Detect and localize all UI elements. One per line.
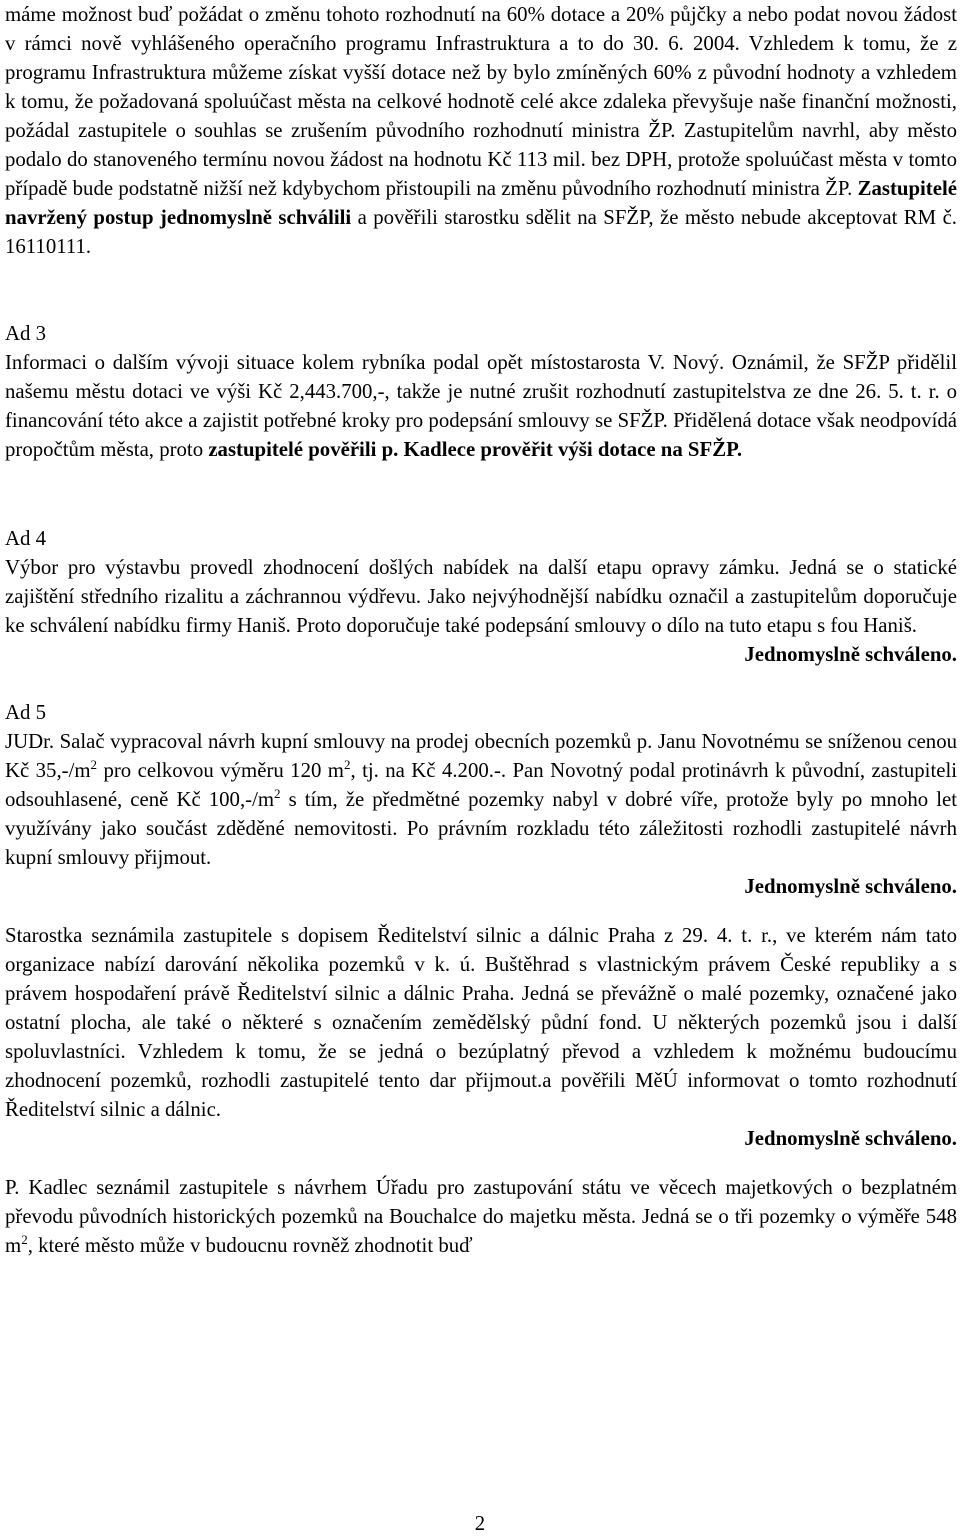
starostka-approved-text: Jednomyslně schváleno. xyxy=(744,1127,957,1150)
spacer xyxy=(5,901,957,921)
ad3-text: Informaci o dalším vývoji situace kolem rybníka podal opět místostarosta V. Nový. Oznámil, že SFŽP přidělil našemu městu dotaci ve výši Kč 2,443.700,-, takže je nutné zrušit rozhodnutí zastupitelstva ze dne 26. 5. t. r. o financování této akce a zajistit potřebné kroky pro podepsání smlouvy se SFŽP. Přidělená dotace však neodpovídá propočtům města, proto xyxy=(5,351,957,461)
starostka-paragraph: Starostka seznámila zastupitele s dopisem Ředitelství silnic a dálnic Praha z 29. 4. t. r., ve kterém nám tato organizace nabízí darování několika pozemků v k. ú. Buštěhrad s vlastnickým právem České republiky a s právem hospodaření právě Ředitelství silnic a dálnic Praha. Jedná se převážně o malé pozemky, označené jako ostatní plocha, ale také o některé s označením zemědělský půdní fond. U některých pozemků jsou i další spoluvlastníci. Vzhledem k tomu, že se jedná o bezúplatný převod a vzhledem k možnému budoucímu zhodnocení pozemků, rozhodli zastupitelé tento dar přijmout.a pověřili MěÚ informovat o tomto rozhodnutí Ředitelství silnic a dálnic. xyxy=(5,924,957,1121)
ad3-resolution: zastupitelé pověřili p. Kadlece prověřit výši dotace na SFŽP. xyxy=(208,438,743,461)
ad4-approved-text: Jednomyslně schváleno. xyxy=(744,643,957,666)
ad3-heading: Ad 3 xyxy=(5,322,47,345)
spacer xyxy=(5,1153,957,1173)
intro-text-end: a pověřili starostku sdělit na SFŽP, že město nebude akceptovat RM č. 16110111. xyxy=(5,206,957,258)
intro-text: máme možnost buď požádat o změnu tohoto rozhodnutí na 60% dotace a 20% půjčky a nebo podat novou žádost v rámci nově vyhlášeného operačního programu Infrastruktura a to do 30. 6. 2004. Vzhledem k tomu, že z programu Infrastruktura můžeme získat vyšší dotace než by bylo zmíněných 60% z původní hodnoty a vzhledem k tomu, že požadovaná spoluúčast města na celkové hodnotě celé akce zdaleka převyšuje naše finanční možnosti, požádal zastupitele o souhlas se zrušením původního rozhodnutí ministra ŽP. Zastupitelům navrhl, aby město podalo do stanoveného termínu novou žádost na hodnotu Kč 113 mil. bez DPH, protože spoluúčast města v tomto případě bude podstatně nižší než kdybychom přistoupili na změnu původního rozhodnutí ministra ŽP. xyxy=(5,3,957,200)
document-page xyxy=(5,0,957,1260)
ad4-paragraph: Výbor pro výstavbu provedl zhodnocení došlých nabídek na další etapu opravy zámku. Jedná se o statické zajištění středního rizalitu a záchrannou výdřevu. Jako nejvýhodnější nabídku označil a zastupitelům doporučuje ke schválení nabídku firmy Haniš. Proto doporučuje také podepsání smlouvy o dílo na tuto etapu s fou Haniš. xyxy=(5,556,957,637)
kadlec-paragraph: P. Kadlec seznámil zastupitele s návrhem Úřadu pro zastupování státu ve věcech majetkových o bezplatném převodu původních historických pozemků na Bouchalce do majetku města. Jedná se o tři pozemky o výměře 548 $m^2$, které město může v budoucnu rovněž zhodnotit buď xyxy=(5,1176,957,1257)
ad5-paragraph: JUDr. Salač vypracoval návrh kupní smlouvy na prodej obecních pozemků p. Janu Novotnému se sníženou cenou Kč $35,-/m^2$ pro celkovou výměru 120 $m^2$, tj. na Kč 4.200.-. Pan Novotný podal protinávrh k původní, zastupiteli odsouhlasené, ceně Kč $100,-/m^2$ s tím, že předmětné pozemky nabyl v dobré víře, protože byly po mnoho let využívány jako součást zděděné nemovitosti. Po právním rozkladu této záležitosti rozhodli zastupitelé návrh kupní smlouvy přijmout. xyxy=(5,730,958,869)
ad4-approved xyxy=(5,640,957,669)
ad4-heading: Ad 4 xyxy=(5,527,47,550)
page-number: 2 xyxy=(474,1512,486,1535)
spacer xyxy=(5,261,957,319)
intro-resolution: Zastupitelé navržený postup jednomyslně schválili xyxy=(5,177,957,229)
starostka-approved xyxy=(5,1124,957,1153)
ad3-paragraph xyxy=(5,348,957,464)
ad5-approved-text: Jednomyslně schváleno. xyxy=(744,875,957,898)
ad5-heading: Ad 5 xyxy=(5,701,47,724)
spacer xyxy=(5,464,957,524)
spacer xyxy=(5,669,957,698)
ad5-approved xyxy=(5,872,957,901)
intro-paragraph xyxy=(5,0,957,261)
